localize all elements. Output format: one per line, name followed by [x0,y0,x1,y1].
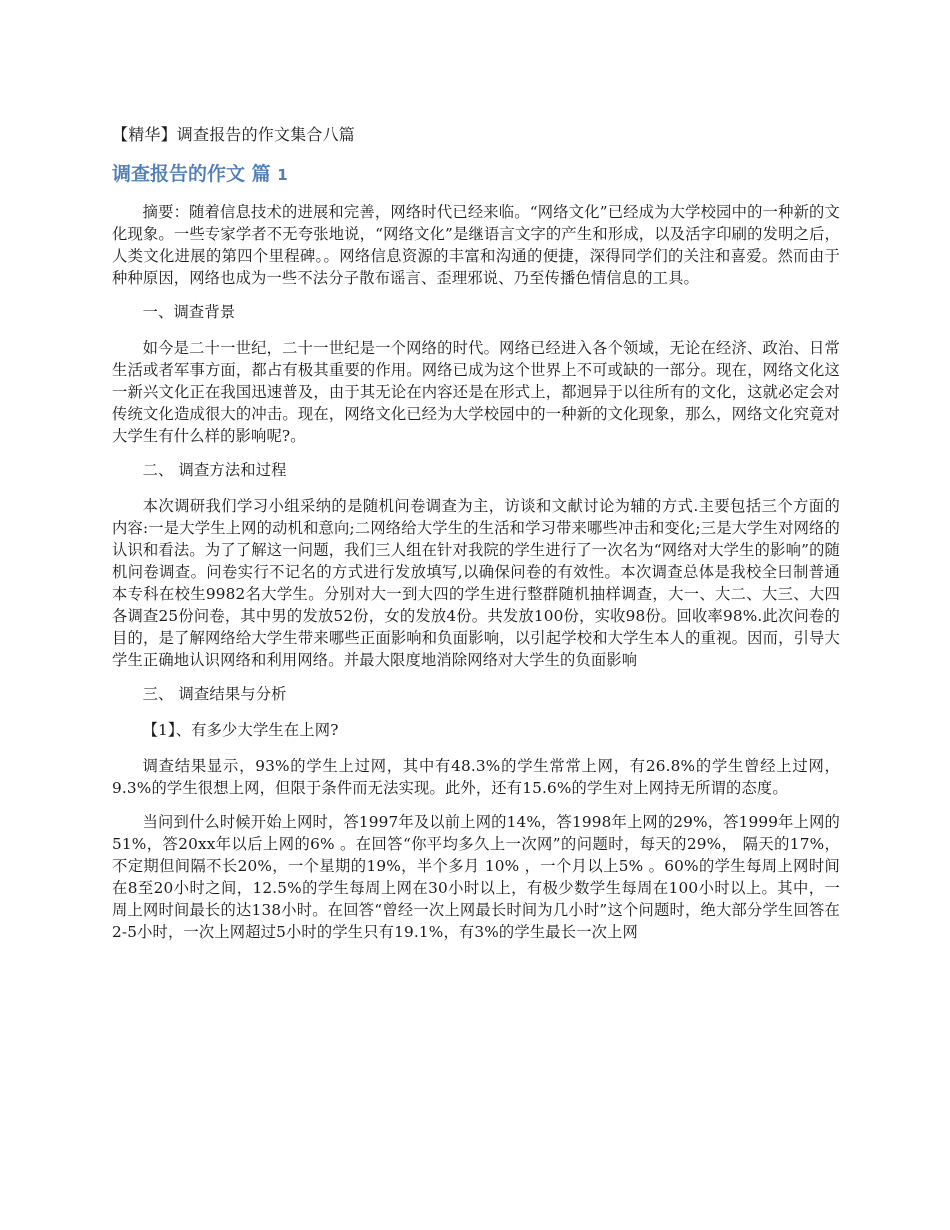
question-heading-1: 【1】、有多少大学生在上网? [142,721,339,739]
section-heading-number: 1 [277,166,288,184]
background-paragraph: 如今是二十一世纪，二十一世纪是一个网络的时代。网络已经进入各个领域，无论在经济、政治、日常生活或者军事方面，都占有极其重要的作用。网络已成为这个世界上不可或缺的一部分。现在，网络文化这一新兴文化正在我国迅速普及，由于其无论在内容还是在形式上，都迥异于以往所有的文化，这就必定会对传统文化造成很大的冲击。现在，网络文化已经为大学校园中的一种新的文化现象，那么，网络文化究竟对大学生有什么样的影响呢?。 [112,339,840,445]
section-heading-text: 调查报告的作文 篇 [112,163,271,185]
abstract-paragraph: 摘要：随着信息技术的进展和完善，网络时代已经来临。“网络文化”已经成为大学校园中的一种新的文化现象。一些专家学者不无夸张地说，“网络文化”是继语言文字的产生和形成，以及活字印刷的发明之后，人类文化进展的第四个里程碑。。网络信息资源的丰富和沟通的便捷，深得同学们的关注和喜爱。然而由于种种原因，网络也成为一些不法分子散布谣言、歪理邪说、乃至传播色情信息的工具。 [112,203,840,287]
document-page [112,122,840,955]
results-paragraph: 调查结果显示，93%的学生上过网，其中有48.3%的学生常常上网，有26.8%的学生曾经上过网，9.3%的学生很想上网，但限于条件而无法实现。此外，还有15.6%的学生对上网持无所谓的态度。 [112,757,840,797]
usage-time-paragraph: 当问到什么时候开始上网时，答1997年及以前上网的14%，答1998年上网的29%，答1999年上网的51%，答20xx年以后上网的6% 。在回答“你平均多久上一次网”的问题时，每天的29%， 隔天的17%，不定期但间隔不长20%，一个星期的19%，半个多月 10% ，一个月以上5% 。60%的学生每周上网时间在8至20小时之间，12.5%的学生每周上网在30小时以上，有极少数学生每周在100小时以上。其中，一周上网时间最长的达138小时。在回答“曾经一次上网最长时间为几小时”这个问题时，绝大部分学生回答在2-5小时，一次上网超过5小时的学生只有19.1%，有3%的学生最长一次上网 [112,813,840,941]
subheading-survey-results: 三、 调查结果与分析 [142,685,287,703]
document-title: 【精华】调查报告的作文集合八篇 [112,125,356,144]
section-heading [112,160,840,189]
subheading-survey-method: 二、 调查方法和过程 [142,461,287,479]
method-paragraph: 本次调研我们学习小组采纳的是随机问卷调查为主，访谈和文献讨论为辅的方式.主要包括三个方面的内容:一是大学生上网的动机和意向;二网络给大学生的生活和学习带来哪些冲击和变化;三是大学生对网络的认识和看法。为了了解这一问题，我们三人组在针对我院的学生进行了一次名为“网络对大学生的影响”的随机问卷调查。问卷实行不记名的方式进行发放填写,以确保问卷的有效性。本次调查总体是我校全曰制普通本专科在校生9982名大学生。分别对大一到大四的学生进行整群随机抽样调查，大一、大二、大三、大四各调查25份问卷，其中男的发放52份，女的发放4份。共发放100份，实收98份。回收率98%.此次问卷的目的，是了解网络给大学生带来哪些正面影响和负面影响，以引起学校和大学生本人的重视。因而，引导大学生正确地认识网络和利用网络。并最大限度地消除网络对大学生的负面影响 [112,497,840,669]
subheading-survey-background: 一、调查背景 [142,303,236,321]
